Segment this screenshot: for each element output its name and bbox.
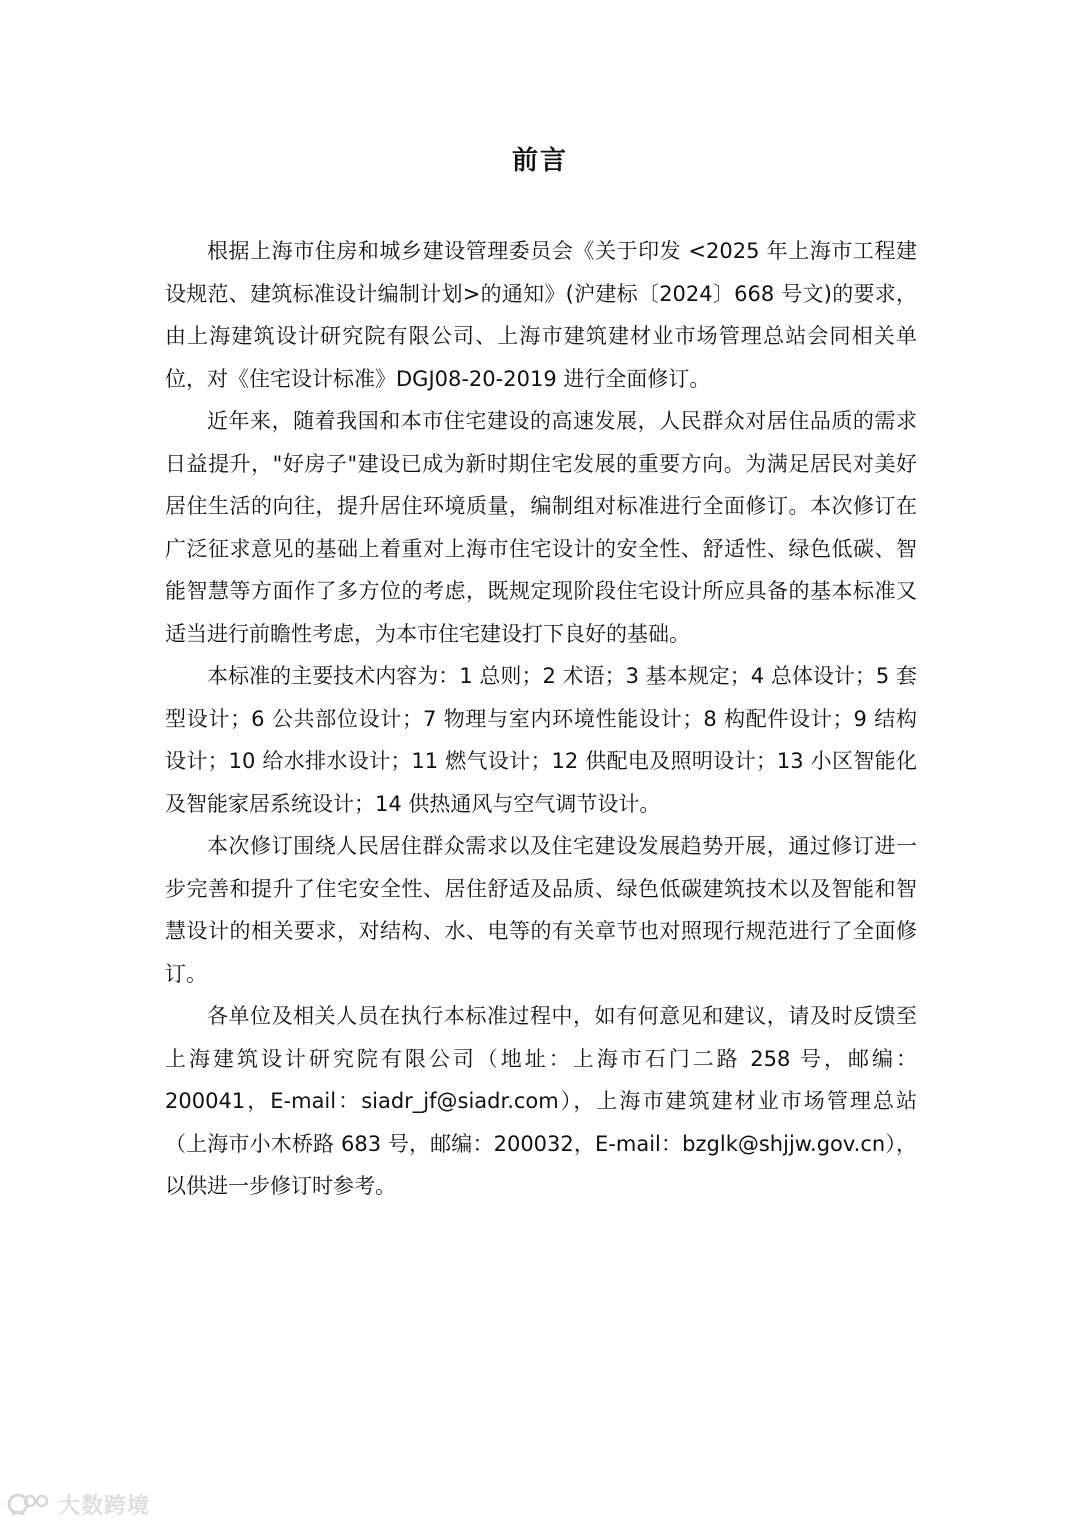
paragraph-4: 本次修订围绕人民居住群众需求以及住宅建设发展趋势开展，通过修订进一步完善和提升了住宅安全性、居住舒适及品质、绿色低碳建筑技术以及智能和智慧设计的相关要求，对结构、水、电等的有关章节也对照现行规范进行了全面修订。 xyxy=(165,834,917,986)
paragraph-5: 各单位及相关人员在执行本标准过程中，如有何意见和建议，请及时反馈至上海建筑设计研究院有限公司（地址：上海市石门二路 258 号，邮编：200041，E-mail：siadr_jf@siadr.com），上海市建筑建材业市场管理总站（上海市小木桥路 683 号，邮编：200032，E-mail：bzglk@shjjw.gov.cn），以供进一步修订时参考。 xyxy=(165,1004,917,1198)
paragraph-1: 根据上海市住房和城乡建设管理委员会《关于印发 <2025 年上海市工程建设规范、建筑标准设计编制计划>的通知》(沪建标〔2024〕668 号文)的要求，由上海建筑设计研究院有限公司、上海市建筑建材业市场管理总站会同相关单位，对《住宅设计标准》DGJ08-20-2019 进行全面修订。 xyxy=(165,239,917,391)
paragraph-3: 本标准的主要技术内容为：1 总则；2 术语；3 基本规定；4 总体设计；5 套型设计；6 公共部位设计；7 物理与室内环境性能设计；8 构配件设计；9 结构设计；10 给水排水设计；11 燃气设计；12 供配电及照明设计；13 小区智能化及智能家居系统设计；14 供热通风与空气调节设计。 xyxy=(165,664,917,816)
paragraph-2: 近年来，随着我国和本市住宅建设的高速发展，人民群众对居住品质的需求日益提升，"好房子"建设已成为新时期住宅发展的重要方向。为满足居民对美好居住生活的向往，提升居住环境质量，编制组对标准进行全面修订。本次修订在广泛征求意见的基础上着重对上海市住宅设计的安全性、舒适性、绿色低碳、智能智慧等方面作了多方位的考虑，既规定现阶段住宅设计所应具备的基本标准又适当进行前瞻性考虑，为本市住宅建设打下良好的基础。 xyxy=(165,409,917,646)
brand-logo-icon xyxy=(6,1489,52,1519)
document-body xyxy=(165,230,917,1208)
page-title: 前言 xyxy=(511,146,568,176)
watermark xyxy=(6,1487,150,1521)
watermark-text: 大数跨境 xyxy=(58,1493,151,1519)
